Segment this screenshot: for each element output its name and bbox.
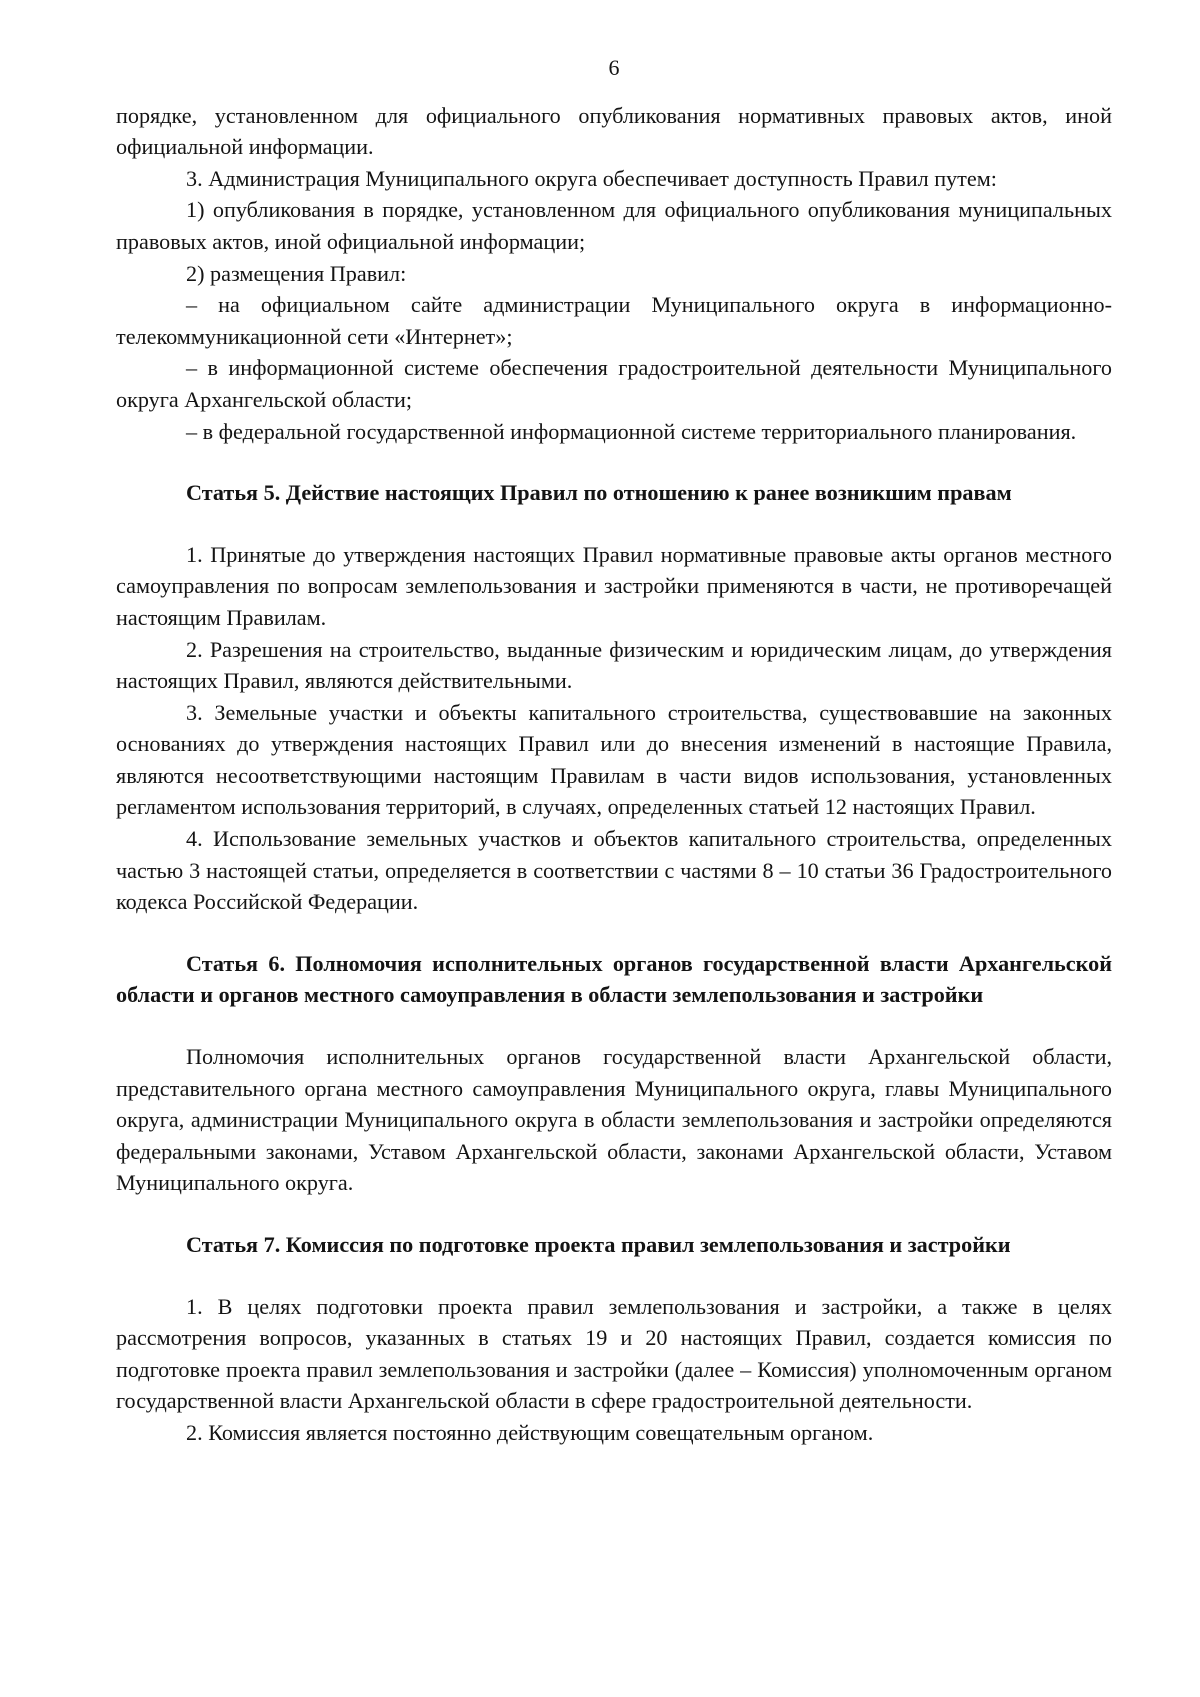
list-item: – в информационной системе обеспечения градостроительной деятельности Муниципального округа Архангельской области; — [116, 355, 1112, 412]
list-item: 1) опубликования в порядке, установленном для официального опубликования муниципальных правовых актов, иной официальной информации; — [116, 197, 1112, 254]
list-item: – в федеральной государственной информационной системе территориального планирования. — [186, 418, 1077, 444]
paragraph: 2. Комиссия является постоянно действующим совещательным органом. — [186, 1419, 874, 1445]
paragraph: порядке, установленном для официального опубликования нормативных правовых актов, иной официальной информации. — [116, 102, 1112, 160]
article-heading: Статья 6. Полномочия исполнительных органов государственной власти Архангельской области и органов местного самоуправления в области землепользования и застройки — [116, 950, 1112, 1008]
article-heading: Статья 7. Комиссия по подготовке проекта правил землепользования и застройки — [186, 1232, 1011, 1257]
paragraph: 4. Использование земельных участков и объектов капитального строительства, определенных частью 3 настоящей статьи, определяется в соответствии с частями 8 – 10 статьи 36 Градостроительного кодекса Российской Федерации. — [116, 826, 1112, 915]
paragraph: 1. В целях подготовки проекта правил землепользования и застройки, а также в целях рассмотрения вопросов, указанных в статьях 19 и 20 настоящих Правил, создается комиссия по подготовке проекта правил землепользования и застройки (далее – Комиссия) уполномоченным органом государственной власти Архангельской области в сфере градостроительной деятельности. — [116, 1293, 1112, 1414]
paragraph: 3. Администрация Муниципального округа обеспечивает доступность Правил путем: — [186, 165, 997, 191]
paragraph: Полномочия исполнительных органов государственной власти Архангельской области, представительного органа местного самоуправления Муниципального округа, главы Муниципального округа, администрации Муниципального округа в области землепользования и застройки определяются федеральными законами, Уставом Архангельской области, законами Архангельской области, Уставом Муниципального округа. — [116, 1044, 1112, 1196]
page-number: 6 — [608, 55, 620, 80]
list-item: 2) размещения Правил: — [186, 260, 407, 286]
list-item: – на официальном сайте администрации Муниципального округа в информационно-телекоммуникационной сети «Интернет»; — [116, 292, 1112, 349]
article-heading: Статья 5. Действие настоящих Правил по отношению к ранее возникшим правам — [186, 480, 1012, 506]
paragraph: 1. Принятые до утверждения настоящих Правил нормативные правовые акты органов местного самоуправления по вопросам землепользования и застройки применяются в части, не противоречащей настоящим Правилам. — [116, 541, 1112, 630]
paragraph: 2. Разрешения на строительство, выданные физическим и юридическим лицам, до утверждения настоящих Правил, являются действительными. — [116, 636, 1112, 694]
paragraph: 3. Земельные участки и объекты капитального строительства, существовавшие на законных основаниях до утверждения настоящих Правил или до внесения изменений в настоящие Правила, являются несоответствующими настоящим Правилам в части видов использования, установленных регламентом использования территорий, в случаях, определенных статьей 12 настоящих Правил. — [116, 699, 1112, 820]
